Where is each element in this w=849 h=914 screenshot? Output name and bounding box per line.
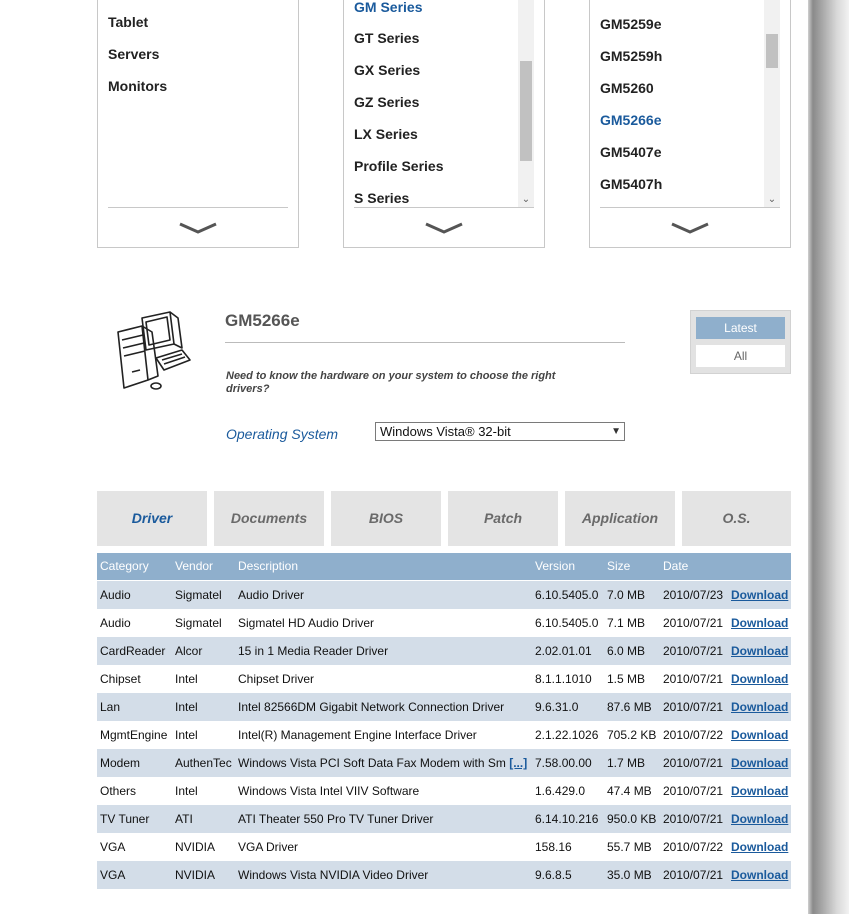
download-link[interactable]: Download xyxy=(731,672,789,686)
cell-vendor xyxy=(175,637,202,665)
series-item-lx[interactable]: LX Series xyxy=(354,126,418,142)
cell-date-text: 2010/07/22 xyxy=(663,840,724,854)
cell-vendor-text: Sigmatel xyxy=(175,588,222,602)
table-row xyxy=(97,637,791,665)
cell-vendor-text: Sigmatel xyxy=(175,616,222,630)
cell-date xyxy=(663,777,723,805)
table-row xyxy=(97,609,791,637)
download-link[interactable]: Download xyxy=(731,644,789,658)
cell-date-text: 2010/07/21 xyxy=(663,868,724,882)
cell-date xyxy=(663,721,723,749)
cell-category-text: TV Tuner xyxy=(100,812,150,826)
product-title: GM5266e xyxy=(225,311,300,330)
cell-vendor-text: Intel xyxy=(175,672,198,686)
cell-version xyxy=(535,637,592,665)
cell-size xyxy=(607,749,645,777)
series-item-s[interactable]: S Series xyxy=(354,190,410,206)
tab-driver[interactable]: Driver xyxy=(97,491,207,546)
cell-size xyxy=(607,833,652,861)
cell-date-text: 2010/07/21 xyxy=(663,812,724,826)
filter-all-button[interactable]: All xyxy=(696,345,785,367)
column-header-version: Version xyxy=(535,559,576,573)
cell-description xyxy=(238,749,527,777)
os-label: Operating System xyxy=(226,426,339,442)
title-divider xyxy=(225,342,625,343)
cell-description-text: Windows Vista NVIDIA Video Driver xyxy=(238,868,429,882)
table-row xyxy=(97,861,791,889)
cell-size xyxy=(607,777,652,805)
download-link[interactable]: Download xyxy=(731,616,789,630)
cell-category-text: Others xyxy=(100,784,137,798)
column-header-size: Size xyxy=(607,559,631,573)
cell-vendor xyxy=(175,805,193,833)
tab-documents[interactable]: Documents xyxy=(214,491,324,546)
os-select-value: Windows Vista® 32-bit xyxy=(380,424,511,439)
table-row xyxy=(97,693,791,721)
cell-vendor xyxy=(175,609,222,637)
cell-date xyxy=(663,609,723,637)
cell-description xyxy=(238,693,504,721)
download-link[interactable]: Download xyxy=(731,840,789,854)
cell-version-text: 2.1.22.1026 xyxy=(535,728,599,742)
cell-date xyxy=(663,805,723,833)
table-row xyxy=(97,749,791,777)
tab-patch[interactable]: Patch xyxy=(448,491,558,546)
model-item-gm5259e[interactable]: GM5259e xyxy=(600,16,662,32)
cell-version-text: 6.14.10.216 xyxy=(535,812,599,826)
cell-category-text: CardReader xyxy=(100,644,166,658)
cell-version-text: 9.6.31.0 xyxy=(535,700,579,714)
cell-category-text: Modem xyxy=(100,756,141,770)
tab-os[interactable]: O.S. xyxy=(682,491,791,546)
cell-version xyxy=(535,833,572,861)
cell-description-text: Intel(R) Management Engine Interface Driver xyxy=(238,728,477,742)
cell-version xyxy=(535,805,598,833)
download-link[interactable]: Download xyxy=(731,812,789,826)
cell-vendor-text: Intel xyxy=(175,728,198,742)
model-item-gm5266e[interactable]: GM5266e xyxy=(600,112,662,128)
series-scroll-thumb[interactable] xyxy=(520,61,532,161)
cell-vendor-text: AuthenTec xyxy=(175,756,232,770)
cell-description-text: Audio Driver xyxy=(238,588,305,602)
cell-category-text: Chipset xyxy=(100,672,141,686)
hardware-hint: Need to know the hardware on your system to choose the right drivers? xyxy=(226,370,556,395)
cell-description xyxy=(238,777,419,805)
cell-size-text: 87.6 MB xyxy=(607,700,652,714)
cell-date xyxy=(663,749,723,777)
cell-category xyxy=(100,749,140,777)
cell-description xyxy=(238,609,374,637)
cell-category xyxy=(100,721,167,749)
cell-category-text: Lan xyxy=(100,700,121,714)
cell-size-text: 705.2 KB xyxy=(607,728,657,742)
cell-description-text: VGA Driver xyxy=(238,840,299,854)
table-row xyxy=(97,721,791,749)
column-header-description: Description xyxy=(238,559,299,573)
download-link[interactable]: Download xyxy=(731,868,789,882)
cell-description xyxy=(238,861,428,889)
category-item-tablet[interactable]: Tablet xyxy=(108,14,149,30)
cell-description-text: Sigmatel HD Audio Driver xyxy=(238,616,375,630)
model-picker xyxy=(589,0,791,248)
chevron-down-icon[interactable] xyxy=(670,221,710,235)
table-row xyxy=(97,805,791,833)
cell-description xyxy=(238,833,298,861)
cell-size xyxy=(607,861,652,889)
download-link[interactable]: Download xyxy=(731,728,789,742)
cell-description xyxy=(238,581,304,609)
cell-date xyxy=(663,637,723,665)
cell-vendor xyxy=(175,861,215,889)
cell-description xyxy=(238,637,388,665)
os-select[interactable] xyxy=(375,422,625,441)
series-scrollbar[interactable] xyxy=(518,0,534,207)
column-header-date: Date xyxy=(663,559,689,573)
model-item-gm5407e[interactable]: GM5407e xyxy=(600,144,662,160)
cell-version-text: 6.10.5405.0 xyxy=(535,616,599,630)
cell-date-text: 2010/07/21 xyxy=(663,700,724,714)
cell-date xyxy=(663,665,723,693)
cell-date xyxy=(663,581,723,609)
cell-description xyxy=(238,721,477,749)
cell-version xyxy=(535,581,598,609)
cell-vendor xyxy=(175,777,198,805)
cell-category xyxy=(100,637,165,665)
cell-category-text: VGA xyxy=(100,840,126,854)
cell-size-text: 6.0 MB xyxy=(607,644,646,658)
model-item-gm5260[interactable]: GM5260 xyxy=(600,80,654,96)
cell-vendor-text: Alcor xyxy=(175,644,203,658)
model-item-gm5407h[interactable]: GM5407h xyxy=(600,176,663,192)
cell-version-text: 6.10.5405.0 xyxy=(535,588,599,602)
cell-category xyxy=(100,665,141,693)
tab-application[interactable]: Application xyxy=(565,491,675,546)
scroll-down-arrow-icon[interactable]: ⌄ xyxy=(767,194,777,205)
table-row xyxy=(97,833,791,861)
cell-vendor-text: Intel xyxy=(175,700,198,714)
cell-version-text: 9.6.8.5 xyxy=(535,868,572,882)
cell-date-text: 2010/07/21 xyxy=(663,644,724,658)
table-row xyxy=(97,665,791,693)
cell-size xyxy=(607,609,645,637)
cell-size xyxy=(607,805,656,833)
cell-category-text: Audio xyxy=(100,588,131,602)
chevron-down-icon[interactable] xyxy=(178,221,218,235)
cell-size-text: 950.0 KB xyxy=(607,812,657,826)
cell-category xyxy=(100,777,136,805)
more-link[interactable]: [...] xyxy=(509,756,528,770)
table-header xyxy=(97,553,791,580)
cell-date xyxy=(663,833,723,861)
cell-vendor-text: ATI xyxy=(175,812,193,826)
series-item-gt[interactable]: GT Series xyxy=(354,30,420,46)
column-header-vendor: Vendor xyxy=(175,559,214,573)
cell-size xyxy=(607,693,652,721)
cell-date xyxy=(663,693,723,721)
cell-category-text: MgmtEngine xyxy=(100,728,168,742)
cell-size xyxy=(607,665,645,693)
cell-description-text: Windows Vista PCI Soft Data Fax Modem with Sm xyxy=(238,756,506,770)
cell-version xyxy=(535,665,592,693)
cell-vendor-text: NVIDIA xyxy=(175,840,216,854)
cell-size xyxy=(607,581,645,609)
chevron-down-icon: ▼ xyxy=(611,426,621,437)
series-divider xyxy=(354,207,534,208)
cell-version-text: 8.1.1.1010 xyxy=(535,672,592,686)
cell-description xyxy=(238,805,433,833)
cell-category xyxy=(100,609,131,637)
category-list xyxy=(108,0,286,207)
cell-category xyxy=(100,833,125,861)
download-link[interactable]: Download xyxy=(731,756,789,770)
cell-version xyxy=(535,693,578,721)
cell-size xyxy=(607,721,656,749)
cell-description-text: Windows Vista Intel VIIV Software xyxy=(238,784,420,798)
cell-vendor-text: Intel xyxy=(175,784,198,798)
cell-size-text: 7.1 MB xyxy=(607,616,646,630)
category-divider xyxy=(108,207,288,208)
cell-size xyxy=(607,637,645,665)
scroll-down-arrow-icon[interactable]: ⌄ xyxy=(521,194,531,205)
download-link[interactable]: Download xyxy=(731,700,789,714)
model-list xyxy=(600,0,760,207)
cell-version-text: 2.02.01.01 xyxy=(535,644,592,658)
cell-date-text: 2010/07/21 xyxy=(663,672,724,686)
cell-description-text: 15 in 1 Media Reader Driver xyxy=(238,644,389,658)
version-filter xyxy=(690,310,791,374)
cell-version xyxy=(535,861,572,889)
cell-date-text: 2010/07/21 xyxy=(663,784,724,798)
cell-category xyxy=(100,581,131,609)
cell-vendor xyxy=(175,693,198,721)
cell-date-text: 2010/07/22 xyxy=(663,728,724,742)
cell-size-text: 1.7 MB xyxy=(607,756,646,770)
cell-size-text: 35.0 MB xyxy=(607,868,652,882)
filter-latest-button[interactable]: Latest xyxy=(696,317,785,339)
cell-size-text: 47.4 MB xyxy=(607,784,652,798)
cell-category xyxy=(100,805,149,833)
category-picker xyxy=(97,0,299,248)
cell-description xyxy=(238,665,314,693)
cell-version xyxy=(535,749,592,777)
model-scrollbar[interactable] xyxy=(764,0,780,207)
cell-version xyxy=(535,777,585,805)
category-item-monitors[interactable]: Monitors xyxy=(108,78,168,94)
cell-date-text: 2010/07/23 xyxy=(663,588,724,602)
cell-size-text: 7.0 MB xyxy=(607,588,646,602)
cell-version xyxy=(535,609,598,637)
tab-bios[interactable]: BIOS xyxy=(331,491,441,546)
desktop-computer-icon xyxy=(112,310,192,394)
category-item-servers[interactable]: Servers xyxy=(108,46,160,62)
cell-version-text: 1.6.429.0 xyxy=(535,784,586,798)
series-item-profile[interactable]: Profile Series xyxy=(354,158,444,174)
series-item-gx[interactable]: GX Series xyxy=(354,62,421,78)
cell-vendor xyxy=(175,833,215,861)
cell-vendor xyxy=(175,721,198,749)
column-header-category: Category xyxy=(100,559,149,573)
cell-version-text: 7.58.00.00 xyxy=(535,756,592,770)
table-row xyxy=(97,777,791,805)
download-link[interactable]: Download xyxy=(731,588,789,602)
cell-size-text: 1.5 MB xyxy=(607,672,646,686)
cell-vendor xyxy=(175,749,232,777)
series-item-gm[interactable]: GM Series xyxy=(354,0,423,15)
cell-category-text: Audio xyxy=(100,616,131,630)
cell-version-text: 158.16 xyxy=(535,840,572,854)
cell-vendor xyxy=(175,581,222,609)
cell-category xyxy=(100,693,120,721)
cell-vendor xyxy=(175,665,198,693)
cell-date-text: 2010/07/21 xyxy=(663,756,724,770)
cell-description-text: ATI Theater 550 Pro TV Tuner Driver xyxy=(238,812,434,826)
cell-category-text: VGA xyxy=(100,868,126,882)
cell-size-text: 55.7 MB xyxy=(607,840,652,854)
series-list xyxy=(354,0,514,207)
series-item-gz[interactable]: GZ Series xyxy=(354,94,420,110)
cell-date-text: 2010/07/21 xyxy=(663,616,724,630)
download-link[interactable]: Download xyxy=(731,784,789,798)
cell-version xyxy=(535,721,598,749)
chevron-down-icon[interactable] xyxy=(424,221,464,235)
cell-date xyxy=(663,861,723,889)
model-scroll-thumb[interactable] xyxy=(766,34,778,68)
model-item-gm5259h[interactable]: GM5259h xyxy=(600,48,663,64)
model-divider xyxy=(600,207,780,208)
page-edge-shadow xyxy=(808,0,849,914)
table-row xyxy=(97,581,791,609)
cell-category xyxy=(100,861,125,889)
series-picker xyxy=(343,0,545,248)
cell-description-text: Intel 82566DM Gigabit Network Connection Driver xyxy=(238,700,505,714)
cell-vendor-text: NVIDIA xyxy=(175,868,216,882)
cell-description-text: Chipset Driver xyxy=(238,672,315,686)
